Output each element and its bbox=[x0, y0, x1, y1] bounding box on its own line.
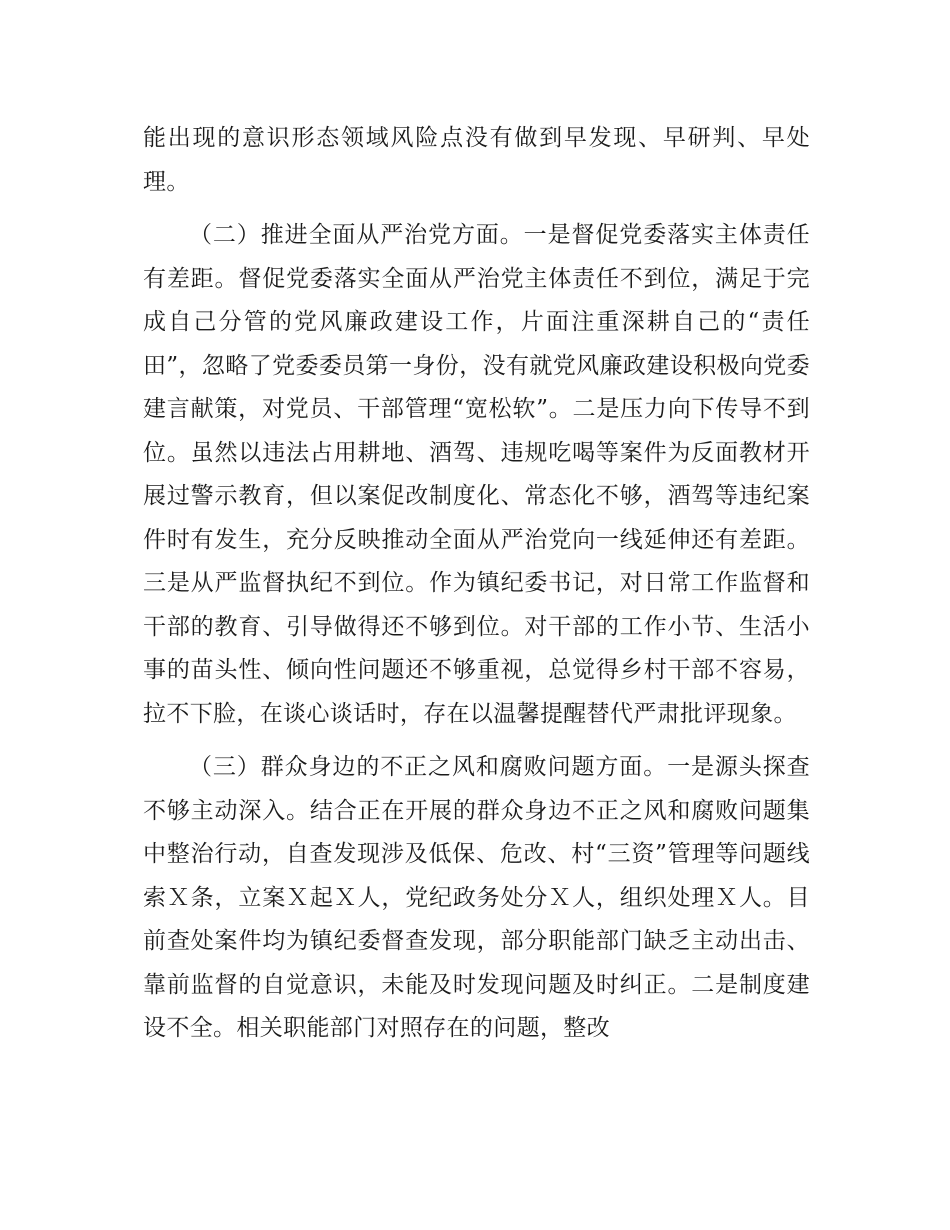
paragraph-continuation: 能出现的意识形态领域风险点没有做到早发现、早研判、早处理。 bbox=[143, 125, 810, 195]
paragraph-section-two: （二）推进全面从严治党方面。一是督促党委落实主体责任有差距。督促党委落实全面从严治党主体责任不到位，满足于完成自己分管的党风廉政建设工作，片面注重深耕自己的“责任田”，忽略了党委委员第一身份，没有就党风廉政建设积极向党委建言献策，对党员、干部管理“宽松软”。二是压力向下传导不到位。虽然以违法占用耕地、酒驾、违规吃喝等案件为反面教材开展过警示教育，但以案促改制度化、常态化不够，酒驾等违纪案件时有发生，充分反映推动全面从严治党向一线延伸还有差距。三是从严监督执纪不到位。作为镇纪委书记，对日常工作监督和干部的教育、引导做得还不够到位。对干部的工作小节、生活小事的苗头性、倾向性问题还不够重视，总觉得乡村干部不容易，拉不下脸，在谈心谈话时，存在以温馨提醒替代严肃批评现象。 bbox=[143, 222, 810, 727]
paragraph-section-three: （三）群众身边的不正之风和腐败问题方面。一是源头探查不够主动深入。结合正在开展的群众身边不正之风和腐败问题集中整治行动，自查发现涉及低保、危改、村“三资”管理等问题线索Ｘ条，立案Ｘ起Ｘ人，党纪政务处分Ｘ人，组织处理Ｘ人。目前查处案件均为镇纪委督查发现，部分职能部门缺乏主动出击、靠前监督的自觉意识，未能及时发现问题及时纠正。二是制度建设不全。相关职能部门对照存在的问题，整改 bbox=[143, 754, 810, 1041]
document-body bbox=[143, 117, 810, 1051]
